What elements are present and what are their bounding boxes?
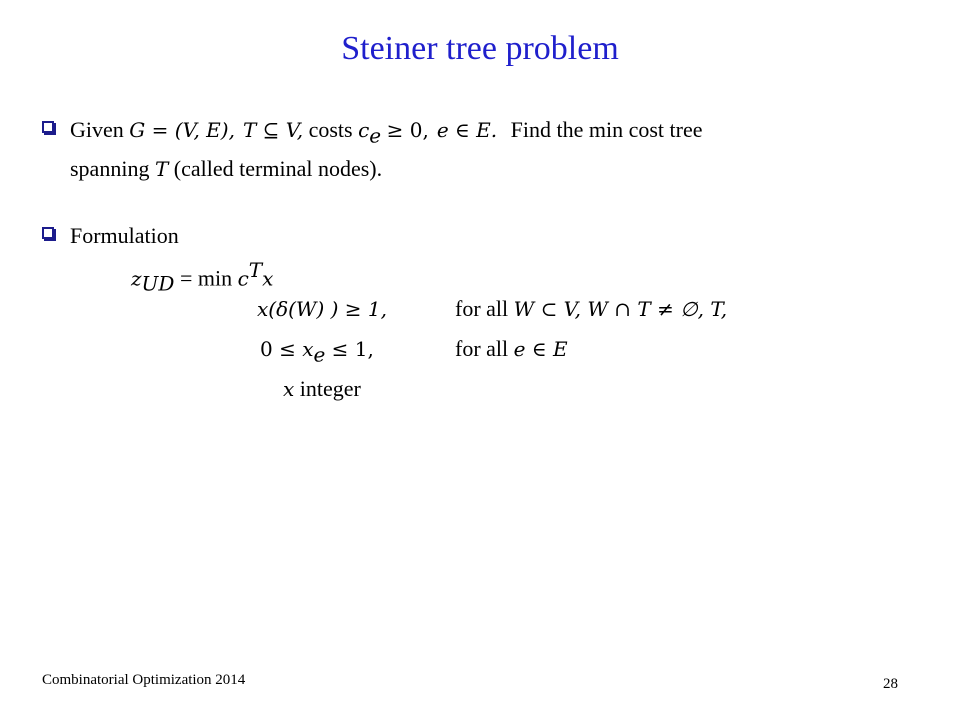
given-prefix: Given bbox=[70, 117, 130, 142]
integrality-constraint bbox=[283, 376, 361, 402]
slide-title: Steiner tree problem bbox=[341, 30, 619, 67]
objective-transpose: T bbox=[248, 258, 263, 282]
bound-constraint-condition bbox=[455, 336, 568, 362]
cost-nonnegative: ≥ 0, bbox=[386, 118, 429, 142]
cost-subscript: e bbox=[369, 123, 382, 148]
bound-var-subscript: e bbox=[313, 342, 326, 367]
footer-course: Combinatorial Optimization 2014 bbox=[42, 672, 246, 688]
objective-var-subscript: UD bbox=[141, 271, 175, 296]
objective-x: x bbox=[262, 266, 274, 291]
cut-constraint-expression: x(δ(W) ) ≥ 1, bbox=[257, 297, 387, 321]
terminal-nodes-text: (called terminal nodes). bbox=[168, 156, 383, 182]
graph-definition: G = (V, E), bbox=[129, 118, 235, 142]
square-bullet-icon bbox=[42, 121, 54, 133]
bound-for-all: for all bbox=[455, 336, 514, 361]
terminal-subset: T ⊆ V, bbox=[242, 118, 304, 142]
edge-membership: e ∈ E. bbox=[436, 118, 498, 142]
bound-upper: ≤ 1, bbox=[325, 337, 374, 361]
objective-line bbox=[131, 258, 273, 296]
integrality-text: integer bbox=[294, 376, 361, 401]
bullet-given-text bbox=[70, 112, 912, 187]
bound-var: x bbox=[302, 337, 314, 361]
cut-constraint-condition bbox=[455, 296, 727, 322]
integrality-var: x bbox=[283, 377, 295, 401]
page-number: 28 bbox=[883, 676, 898, 692]
square-bullet-icon bbox=[42, 227, 54, 239]
cost-symbol: c bbox=[358, 118, 370, 142]
bullet-formulation bbox=[42, 218, 912, 253]
objective-equals-min: = min bbox=[174, 265, 238, 291]
cut-condition: W ⊂ V, W ∩ T ≠ ∅, T, bbox=[513, 297, 728, 321]
cut-for-all: for all bbox=[455, 296, 514, 321]
bullet-formulation-text: Formulation bbox=[70, 223, 179, 248]
cut-constraint bbox=[257, 296, 387, 322]
bullet-given bbox=[42, 112, 912, 187]
spanning-prefix: spanning bbox=[70, 156, 155, 182]
objective-cost-vector: c bbox=[237, 266, 249, 291]
costs-label: costs bbox=[308, 117, 359, 142]
bound-lower: 0 ≤ bbox=[260, 337, 303, 361]
bound-constraint bbox=[260, 336, 374, 366]
terminal-symbol: T bbox=[154, 157, 169, 182]
objective-var: z bbox=[131, 266, 142, 291]
bound-condition: e ∈ E bbox=[513, 337, 568, 361]
find-text: Find the min cost tree bbox=[510, 117, 703, 142]
